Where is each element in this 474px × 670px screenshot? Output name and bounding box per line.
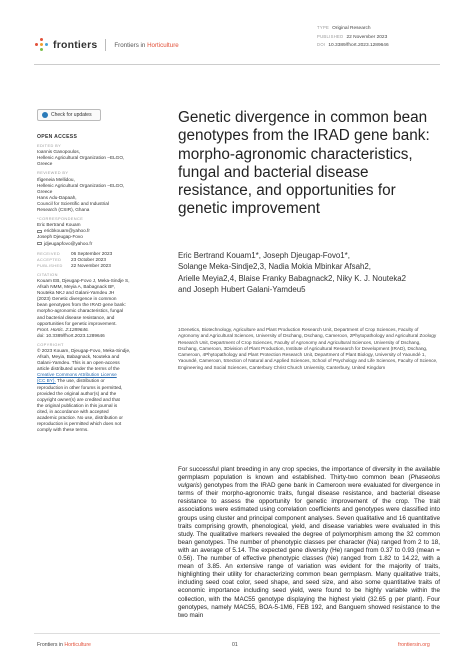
license-link[interactable]: Creative Commons Attribution License xyxy=(37,372,117,378)
page-number: 01 xyxy=(232,642,238,648)
footer-journal[interactable]: Frontiers in Horticulture xyxy=(37,642,91,648)
article-meta: TYPE Original Research PUBLISHED 22 November 2023 DOI 10.3389/fhort.2023.1289646 xyxy=(317,25,389,49)
journal-name[interactable]: Frontiers in Horticulture xyxy=(114,41,179,49)
journal-header xyxy=(35,38,179,52)
brand-name[interactable]: frontiers xyxy=(53,39,98,51)
author-line[interactable]: Arielle Meyia2,4, Blaise Franky Babagnack2, Niky K. J. Nouteka2 xyxy=(178,273,407,283)
species-name: Phaseolus vulgaris xyxy=(178,474,440,490)
email-link[interactable]: ericbkouam@yahoo.fr xyxy=(37,228,157,234)
header-divider xyxy=(105,39,106,51)
author-line[interactable]: Eric Bertrand Kouam1*, Joseph Djeugap-Fovo1*, xyxy=(178,251,350,260)
footer-site-link[interactable]: frontiersin.org xyxy=(398,642,430,648)
article-sidebar: OPEN ACCESS EDITED BY Ioannis Ganopoulos, Hellenic Agricultural Organization –ELGO, Greece REVIEWED BY Ifigeneia Mellidou, Hellenic Agricultural Organization –ELGO, Greece Hans Adu-Dapaah, Council for Scientific and Industrial Research (CSIR), Ghana *CORRESPONDENCE Eric Bertrand Kouam ericbkouam@yahoo.fr Joseph Djeugap-Fovo jdjeugapfovo@yahoo.fr RECEIVED 06 September 2023 ACCEPTED 23 October 2023 PUBLISHED 22 November 2023 CITATION Kouam EB, Djeugap-Fovo J, Meka-Sindje S, Afsah NMM, Meyia A, Babagnack BF, Nouteka NKJ and Galani-Yamdeu JH (2023) Genetic divergence in common bean genotypes from the IRAD gene bank: morpho-agronomic characteristics, fungal and bacterial disease resistance, and opportunities for genetic improvement. Front. Hortic. 2:1289646. doi: 10.3389/fhort.2023.1289646 COPYRIGHT © 2023 Kouam, Djeugap-Fovo, Meka-Sindje, Afsah, Meyia, Babagnack, Nouteka and Galani-Yamdeu. This is an open-access article distributed under the terms of the Creative Commons Attribution License (CC BY). The use, distribution or reproduction in other forums is permitted, provided the original author(s) and the copyright owner(s) are credited and that the original publication in this journal is cited, in accordance with accepted academic practice. No use, distribution or reproduction is permitted which does not comply with these terms. xyxy=(37,134,157,433)
author-line[interactable]: and Joseph Hubert Galani-Yamdeu5 xyxy=(178,285,306,295)
header-rule xyxy=(34,64,440,65)
frontiers-logo-icon xyxy=(35,38,49,52)
license-link[interactable]: (CC BY). xyxy=(37,378,56,384)
check-for-updates-button[interactable]: Check for updates xyxy=(37,109,101,121)
abstract: For successful plant breeding in any crop species, the importance of diversity in the available germplasm population is known and established. Thirty-two common bean (Phaseolus vulgaris) genotypes from the IRAD gene bank in Cameroon were evaluated for divergence in terms of their morpho-agronomic traits, fungal disease resistance, and bacterial disease resistance to assess the opportunity for genetic improvement of the crop. The trait associations were estimated using correlation coefficients and genotypes were classified into groups using cluster and principal component analyses. Seven qualitative and 16 quantitative traits comprising growth, phenological, yield, and disease variables were evaluated in this study. The qualitative markers revealed the degree of polymorphism among the 32 common bean genotypes. The number of phenotypic classes per character (Na) ranged from 2 to 18, with an average of 5.14. The expected gene diversity (He) ranged from 0.37 to 0.93 (mean = 0.56). The number of effective phenotypic classes (Ne) ranged from 1.82 to 14.22, with a mean of 3.85. An extensive range of variation was evident for the majority of traits, highlighting their utility for characterizing common bean germplasm. Many qualitative traits, including seed coat color, seed shape, and seed size, and also some quantitative traits of economic importance including seed yield, were found to be highly variable within the collection, with the MAC55 genotype displaying the highest yield (32.65 g per plant). Four genotypes, namely MAC55, BOA-5-1M6, FEB 192, and Banguem showed resistance to the two main xyxy=(178,466,440,619)
footer-rule xyxy=(34,633,440,634)
open-access-label: OPEN ACCESS xyxy=(37,134,78,140)
affiliations: 1Genetics, Biotechnology, Agriculture and Plant Production Research Unit, Department of Crop Sciences, Faculty of Agronomy and Agricultural Sciences, University of Dschang, Dschang, Cameroon, 2Phytopathology and Agricultural Zoology Research Unit, Department of Crop Sciences, Faculty of Agronomy and Agricultural Sciences, University of Dschang, Dschang, Cameroon, 3Division of Plant Production, Institute of Agricultural Research for Development (IRAD), Dschang, Cameroon, 4Phytopathology and Plant Protection Research Unit, Department of Plant Biology, University of Yaoundé 1, Yaoundé, Cameroon, 5Section of Natural and Applied Sciences, School of Psychology and Life Sciences, Faculty of Science, Engineering and Social Sciences, Canterbury Christ Church University, Canterbury, United Kingdom xyxy=(178,327,438,370)
author-list xyxy=(178,250,440,296)
update-check-icon xyxy=(42,112,48,118)
citation-doi[interactable]: doi: 10.3389/fhort.2023.1289646 xyxy=(37,332,105,338)
article-type: Original Research xyxy=(332,26,371,31)
email-link[interactable]: jdjeugapfovo@yahoo.fr xyxy=(37,241,157,247)
envelope-icon xyxy=(37,242,42,246)
author-line[interactable]: Solange Meka-Sindje2,3, Nadia Mokia Mbinkar Afsah2, xyxy=(178,262,371,272)
doi[interactable]: 10.3389/fhort.2023.1289646 xyxy=(328,43,389,49)
published-date: 22 November 2023 xyxy=(346,34,388,40)
envelope-icon xyxy=(37,230,42,234)
article-title: Genetic divergence in common bean genotypes from the IRAD gene bank: morpho-agronomic characteristics, fungal and bacterial disease resistance, and opportunities for genetic improvement xyxy=(178,109,430,218)
article-dates: RECEIVED 06 September 2023 ACCEPTED 23 October 2023 PUBLISHED 22 November 2023 xyxy=(37,250,113,268)
